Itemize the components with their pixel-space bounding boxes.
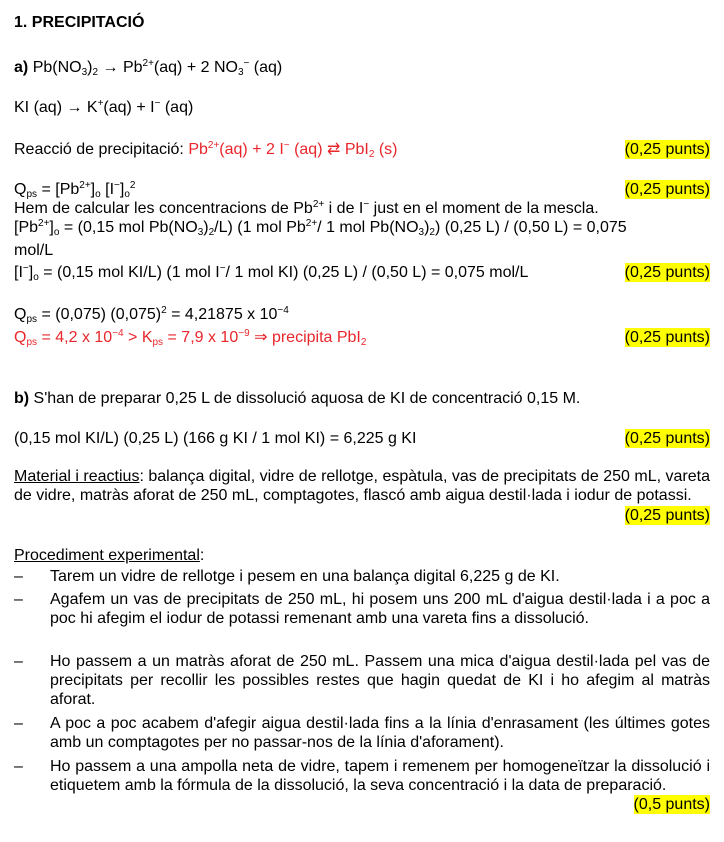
procedure-step: – A poc a poc acabem d'afegir aigua destil·lada fins a la línia d'enrasament (les últimes gotes amb un comptagotes per no passar-nos de la línia d'aforament). — [14, 715, 710, 751]
i-concentration: $[I^-]_o = (0,15$ mol KI/L) (1 mol I−/ 1 mol KI) (0,25 L) / (0,50 L) = 0,075 mol/L — [14, 263, 529, 283]
points-badge: (0,25 punts) — [624, 141, 710, 158]
procedure-step: – Agafem un vas de precipitats de 250 mL, hi posem uns 200 mL d'aigua destil·lada i a poc a poc hi afegim el iodur de potassi remenant amb una vareta fins a dissolució. — [14, 591, 710, 627]
points-badge: (0,25 punts) — [624, 430, 710, 447]
procedure-step: – Tarem un vidre de rellotge i pesem en una balança digital 6,225 g de KI. — [14, 568, 560, 585]
dissociation-ki: KI (aq) → K+(aq) + I− (aq) — [14, 98, 194, 116]
part-b-intro: b) S'han de preparar 0,25 L de dissolució aquosa de KI de concentració 0,15 M. — [14, 390, 581, 407]
points-badge: (0,25 punts) — [624, 181, 710, 198]
dissociation-pbno3: a) $Pb(NO_3)_2 \to Pb^{2+}(aq) + 2$ $NO_3^-$ (aq) — [14, 58, 283, 78]
section-title: 1. PRECIPITACIÓ — [14, 14, 145, 31]
points-badge: (0,5 punts) — [633, 796, 710, 813]
qps-comparison: $Q_{ps} = 4,2$ x $10^{-4} > K_{ps} = 7,9$ x $10^{-9}$ ⇒ precipita PbI$_2$ — [14, 328, 367, 348]
pb-concentration-unit: mol/L — [14, 242, 54, 259]
procedure-heading: Procediment experimental: — [14, 547, 205, 564]
material-paragraph: Material i reactius: balança digital, vidre de rellotge, espàtula, vas de precipitats de 250 mL, vareta de vidre, matràs aforat de 250 mL, comptagotes, flascó amb aigua destil·lada i iodur de potassi. — [14, 468, 711, 504]
points-badge: (0,25 punts) — [624, 264, 710, 281]
points-badge: (0,25 punts) — [624, 329, 710, 346]
mass-calculation: (0,15 mol KI/L) (0,25 L) (166 g KI / 1 mol KI) = 6,225 g KI — [14, 430, 417, 447]
procedure-step: – Ho passem a una ampolla neta de vidre, tapem i remenem per homogeneïtzar la dissolució i etiquetem amb la fórmula de la dissolució, la seva concentració i la data de preparació. — [14, 758, 710, 794]
procedure-step: – Ho passem a un matràs aforat de 250 mL. Passem una mica d'aigua destil·lada pel vas de precipitats per recollir les possibles restes que hagin quedat de KI i ho afegim al matràs aforat. — [14, 653, 710, 708]
precipitation-reaction: Reacció de precipitació: $Pb^{2+}(aq) + 2$ I− (aq) ⇄ PbI$_2$ (s) — [14, 140, 398, 160]
concentration-intro: Hem de calcular les concentracions de $Pb^{2+}$ i de I− just en el moment de la mescla. — [14, 199, 599, 217]
pb-concentration: $[Pb^{2+}]_o = (0,15$ mol $Pb(NO_3)_2/L$) (1 mol $Pb^{2+}/$ 1 mol $Pb(NO_3)_2$) (0,25 L) / (0,50 L) = 0,075 — [14, 218, 627, 238]
qps-definition: $Q_{ps} = [Pb^{2+}]_o$ $[I^-]_o^2$ — [14, 180, 136, 200]
qps-calculation: $Q_{ps} = (0,075) (0,075)^2 = 4,21875$ x $10^{-4}$ — [14, 305, 289, 325]
points-badge: (0,25 punts) — [624, 507, 710, 524]
